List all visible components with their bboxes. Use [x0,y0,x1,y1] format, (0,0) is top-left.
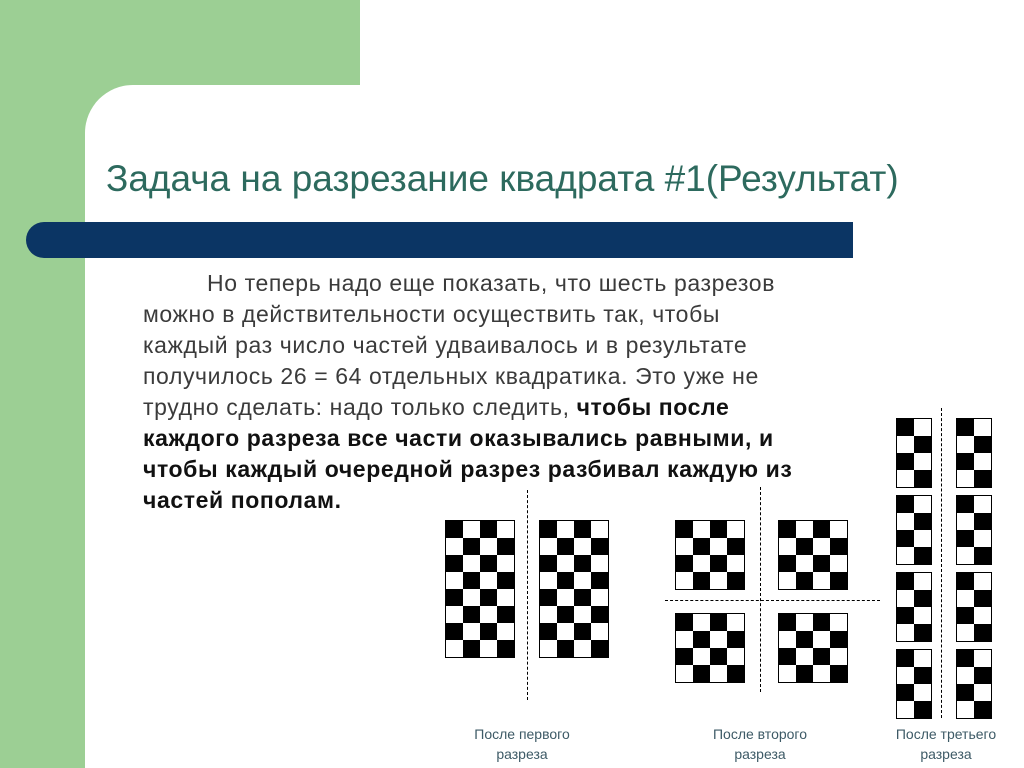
paragraph-line [143,392,903,423]
paragraph-line [143,454,903,485]
first-cut-line [527,490,528,700]
paragraph-bold-text: чтобы каждый очередной разрез разбивал каждую из [143,456,793,482]
caption-after-third-cut [876,724,1016,764]
caption-line: разреза [496,746,548,762]
eighth-piece [896,418,932,488]
caption-after-second-cut [690,724,830,764]
third-stage-vertical-cut [941,408,942,718]
eighth-piece [956,649,992,719]
paragraph-bold-text: каждого разреза все части оказывались равными, и [143,425,774,451]
caption-line: После третьего [895,726,997,742]
caption-line: разреза [920,746,972,762]
quarter-piece [778,613,848,683]
caption-line: После первого [474,726,570,742]
paragraph-text: трудно сделать: надо только следить, [143,394,577,420]
half-piece-right [539,520,609,658]
caption-line: разреза [734,746,786,762]
paragraph-line [143,485,903,516]
paragraph-bold-text: чтобы после [576,394,730,420]
eighth-piece [896,649,932,719]
second-stage-vertical-cut [760,487,761,692]
quarter-piece [675,613,745,683]
paragraph-line [143,423,903,454]
eighth-piece [956,572,992,642]
title-underline-bar [26,222,853,258]
caption-line: После второго [712,726,808,742]
paragraph-line: каждый раз число частей удваивалось и в результате [143,332,748,358]
body-paragraph [143,268,903,516]
eighth-piece [896,572,932,642]
eighth-piece [956,418,992,488]
quarter-piece [675,520,745,590]
paragraph-line: можно в действительности осуществить так, чтобы [143,301,720,327]
caption-after-first-cut [452,724,592,764]
paragraph-line: Но теперь надо еще показать, что шесть разрезов [207,270,776,296]
eighth-piece [896,495,932,565]
half-piece-left [445,520,515,658]
slide-title: Задача на разрезание квадрата #1(Результат) [106,158,899,199]
quarter-piece [778,520,848,590]
eighth-piece [956,495,992,565]
second-stage-horizontal-cut [665,600,880,601]
paragraph-bold-text: частей пополам. [143,487,342,513]
paragraph-line: получилось 26 = 64 отдельных квадратика. Это уже не [143,363,759,389]
